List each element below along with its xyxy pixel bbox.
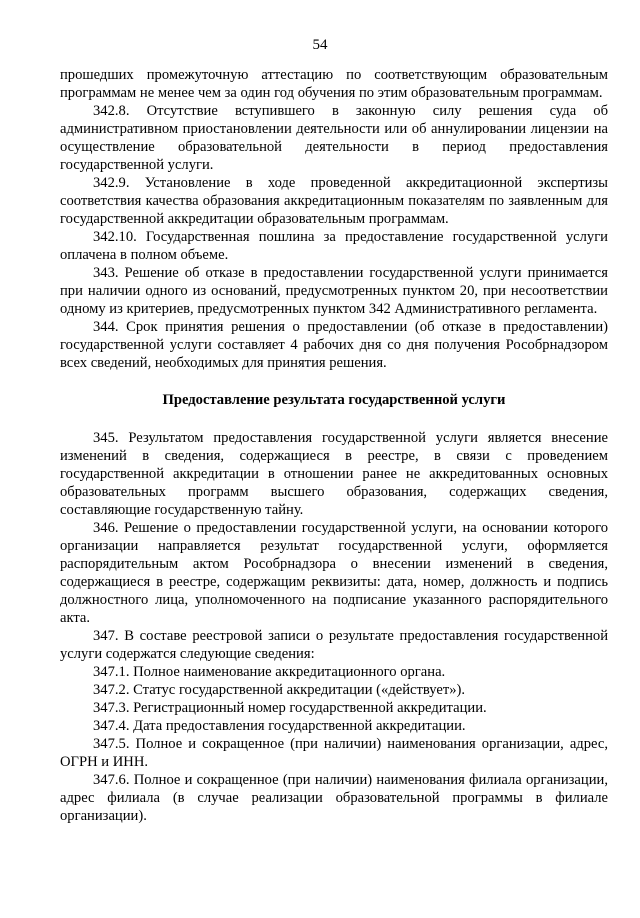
paragraph: 342.10. Государственная пошлина за предоставление государственной услуги оплачена в полном объеме. xyxy=(60,229,608,263)
paragraph: 345. Результатом предоставления государственной услуги является внесение изменений в сведения, содержащиеся в реестре, в связи с проведением государственной аккредитации в отношении ранее не аккредитованных основных образовательных программ высшего образования, содержащих сведения, составляющие государственную тайну. xyxy=(60,430,608,518)
paragraph: 342.9. Установление в ходе проведенной аккредитационной экспертизы соответствия качества образования аккредитационным показателям по заявленным для государственной аккредитации образовательным программам. xyxy=(60,175,608,227)
section-heading: Предоставление результата государственной услуги xyxy=(162,392,506,408)
paragraph: 347.3. Регистрационный номер государственной аккредитации. xyxy=(93,700,487,716)
paragraphs-after xyxy=(60,429,608,825)
paragraph: 347.6. Полное и сокращенное (при наличии) наименования филиала организации, адрес филиала (в случае реализации образовательной программы в филиале организации). xyxy=(60,772,608,824)
paragraphs-before xyxy=(60,66,608,372)
page-number: 54 xyxy=(312,37,328,53)
paragraph: 347.2. Статус государственной аккредитации («действует»). xyxy=(93,682,466,698)
paragraph: 346. Решение о предоставлении государственной услуги, на основании которого организации направляется результат государственной услуги, оформляется распорядительным актом Рособрнадзора о внесении изменений в сведения, содержащиеся в реестре, содержащим реквизиты: дата, номер, должность и подпись должностного лица, уполномоченного на подписание указанного распорядительного акта. xyxy=(60,520,608,626)
paragraph: прошедших промежуточную аттестацию по соответствующим образовательным программам не менее чем за один год обучения по этим образовательным программам. xyxy=(60,67,608,101)
paragraph: 343. Решение об отказе в предоставлении государственной услуги принимается при наличии одного из оснований, предусмотренных пунктом 20, при несоответствии одному из критериев, предусмотренных пунктом 342 Административного регламента. xyxy=(60,265,608,317)
paragraph: 347.4. Дата предоставления государственной аккредитации. xyxy=(93,718,466,734)
paragraph: 344. Срок принятия решения о предоставлении (об отказе в предоставлении) государственной услуги составляет 4 рабочих дня со дня получения Рособрнадзором всех сведений, необходимых для принятия решения. xyxy=(60,319,608,371)
document-body xyxy=(60,66,608,825)
paragraph: 342.8. Отсутствие вступившего в законную силу решения суда об административном приостановлении деятельности или об аннулировании лицензии на осуществление образовательной деятельности в период предоставления государственной услуги. xyxy=(60,103,608,173)
paragraph: 347.1. Полное наименование аккредитационного органа. xyxy=(93,664,446,680)
paragraph: 347. В составе реестровой записи о результате предоставления государственной услуги содержатся следующие сведения: xyxy=(60,628,608,662)
paragraph: 347.5. Полное и сокращенное (при наличии) наименования организации, адрес, ОГРН и ИНН. xyxy=(60,736,608,770)
